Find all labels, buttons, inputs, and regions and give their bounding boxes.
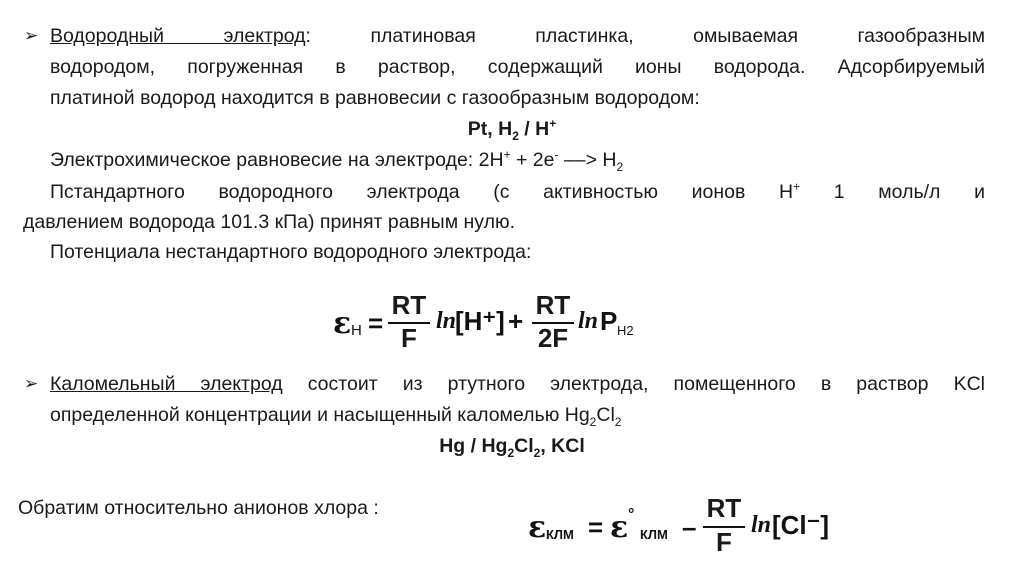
hydrogen-equilibrium: Электрохимическое равновесие на электроде: 2H+ + 2e- ––> $H_2$ <box>50 147 624 174</box>
hydrogen-line-2: водородом, погруженная в раствор, содержащий ионы водорода. Адсорбируемый <box>50 56 985 78</box>
hydrogen-line-3: платиной водород находится в равновесии с газообразным водородом: <box>50 87 700 109</box>
calomel-line-2: определенной концентрации и насыщенный каломелью $Hg_2Cl_2$ <box>50 404 622 429</box>
hydrogen-scheme: Pt, $H_2 / H^+$ <box>467 116 557 143</box>
hydrogen-nonstandard: Потенциала нестандартного водородного электрода: <box>50 241 532 263</box>
hydrogen-standard-1: Пстандартного водородного электрода (с активностью ионов H+ 1 моль/л и <box>50 179 985 203</box>
bullet-arrow-icon: ➢ <box>24 374 39 393</box>
bullet-arrow-icon: ➢ <box>24 26 39 45</box>
hydrogen-title: Водородный электрод <box>50 25 306 47</box>
calomel-title: Каломельный электрод <box>50 373 283 395</box>
hydrogen-line-1 <box>50 24 985 48</box>
hydrogen-line-1-text: : платиновая пластинка, омываемая газообразным <box>305 25 985 47</box>
calomel-reversible: Обратим относительно анионов хлора : <box>18 497 379 519</box>
calomel-line-1: Каломельный электрод состоит из ртутного электрода, помещенного в раствор KCl <box>50 373 986 395</box>
calomel-scheme: Hg / $Hg_2Cl_2$, KCl <box>439 435 585 460</box>
slide: ➢ Водородный электрод: платиновая пластинка, омываемая газообразным водородом, погруженная в раствор, содержащий ионы водорода. Адсорбируемый платиной водород находится в равновесии с газообразным водородом: Pt, $H_2 / H^+$ Электрохимическое равновесие на электроде: 2H+ + 2e- ––> $H_2$ Пстандартного водородного электрода (с активностью ионов H+ 1 моль/л и давлением водорода 101.3 кПа) принят равным нулю. Потенциала нестандартного водородного электрода: ε H = RT F ln [H⁺] + RT 2F ln P H2 ➢ Каломельный электрод состоит из ртутного электрода, помещенного в раствор KCl определенной концентрации и насыщенный каломелью $Hg_2Cl_2$ Hg / $Hg_2Cl_2$, KCl Обратим относительно анионов хлора : ε КЛМ = ε ° КЛМ – RT F ln [Cl⁻] <box>0 0 1024 574</box>
hydrogen-standard-2: давлением водорода 101.3 кПа) принят равным нулю. <box>23 211 516 233</box>
